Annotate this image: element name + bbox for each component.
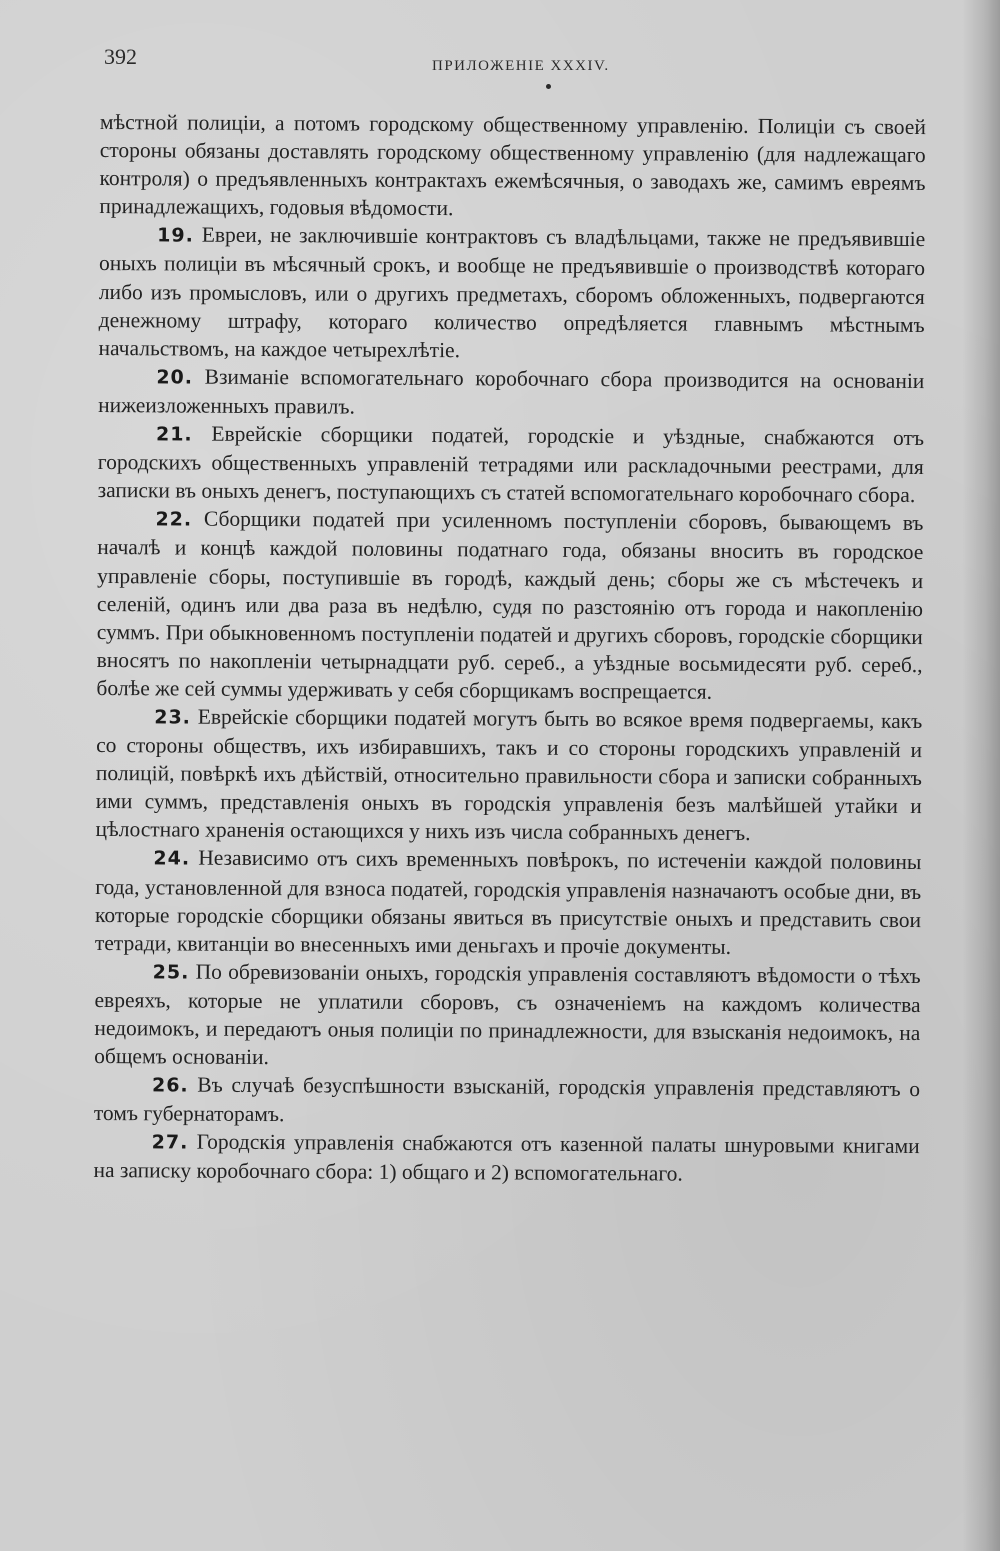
article-27: [93, 1127, 919, 1189]
article-text: Взиманіе вспомогательнаго коробочнаго сбора производится на основаніи нижеизложенныхъ правилъ.: [98, 364, 925, 419]
article-number: 27.: [151, 1131, 189, 1154]
article-text: Евреи, не заключившіе контрактовъ съ владѣльцами, также не предъявившіе оныхъ полиціи въ мѣсячный срокъ, и вообще не предъявившіе о производствѣ котораго либо изъ промысловъ, или о другихъ предметахъ, сборомъ обложенныхъ, подвергаются денежному штрафу, котораго количество опредѣляется главнымъ мѣстнымъ начальствомъ, на каждое четырехлѣтіе.: [98, 222, 926, 362]
article-number: 20.: [156, 366, 194, 389]
page-number: 392: [104, 44, 137, 69]
article-text: Еврейскіе сборщики податей могутъ быть во всякое время подвергаемы, какъ со стороны обществъ, ихъ избиравшихъ, такъ и со стороны городскихъ управленій и полицій, повѣркѣ ихъ дѣйствій, относительно правильности сбора и записки собранныхъ ими суммъ, представленія оныхъ въ городскія управленія безъ малѣйшей утайки и цѣлостнаго храненія остающихся у нихъ изъ числа собранныхъ денегъ.: [95, 704, 923, 846]
article-text: Независимо отъ сихъ временныхъ повѣрокъ, по истеченіи каждой половины года, установленной для взноса податей, городскія управленія назначаютъ особые дни, въ которые городскіе сборщики обязаны явиться въ присутствіе оныхъ и представить свои тетради, квитанціи во внесенныхъ ими деньгахъ и прочіе документы.: [94, 846, 922, 959]
article-22: [96, 504, 923, 707]
article-text: Еврейскіе сборщики податей, городскіе и уѣздные, снабжаются отъ городскихъ общественныхъ управленій тетрадями или раскладочными реестрами, для записки въ оныхъ денегъ, поступающихъ съ статей вспомогательнаго коробочнаго сбора.: [97, 421, 925, 508]
running-title: ПРИЛОЖЕНІЕ XXXIV.: [432, 58, 610, 74]
article-number: 25.: [152, 961, 190, 984]
article-24: [95, 843, 922, 961]
article-25: [94, 957, 921, 1075]
header-dot-ornament: [546, 84, 551, 89]
body-text: [93, 108, 926, 1190]
article-text: Городскія управленія снабжаются отъ казенной палаты шнуровыми книгами на записку коробочнаго сбора: 1) общаго и 2) вспомогательнаго.: [93, 1129, 920, 1187]
article-23: [96, 702, 923, 849]
article-26: [94, 1070, 920, 1132]
article-21: [98, 419, 925, 509]
paragraph-text: мѣстной полиціи, а потомъ городскому общественному управленію. Полиціи съ своей стороны обязаны доставлять городскому общественному управленію (для надлежащаго контроля) о предъявленныхъ контрактахъ ежемѣсячныя, о заводахъ же, самимъ евреямъ принадлежащихъ, годовыя вѣдомости.: [99, 109, 926, 221]
article-number: 24.: [153, 847, 191, 871]
article-text: По обревизованіи оныхъ, городскія управленія составляютъ вѣдомости о тѣхъ евреяхъ, которые не уплатили сборовъ, съ означеніемъ на каждомъ количества недоимокъ, и передаютъ оныя полиціи по принадлежности, для взысканія недоимокъ, на общемъ основаніи.: [94, 959, 921, 1070]
article-number: 19.: [157, 224, 194, 247]
article-number: 23.: [154, 706, 192, 729]
article-number: 26.: [151, 1074, 189, 1097]
page-edge-shadow: [962, 0, 1000, 1551]
article-text: Въ случаѣ безуспѣшности взысканій, городскія управленія представляютъ о томъ губернаторамъ.: [93, 1072, 921, 1127]
article-19: [98, 220, 925, 367]
article-text: Сборщики податей при усиленномъ поступленіи сборовъ, бывающемъ въ началѣ и концѣ каждой половины податнаго года, обязаны вносить въ городское управленіе сборы, поступившіе въ городѣ, каждый день; сборы же съ мѣстечекъ и селеній, одинъ или два раза въ недѣлю, судя по разстоянію отъ города и накопленію суммъ. При обыкновенномъ поступленіи податей и другихъ сборовъ, городскіе сборщики вносятъ по накопленіи четырнадцати руб. сереб., а уѣздные восьмидесяти руб. сереб., болѣе же сей суммы удерживать у себя сборщикамъ воспрещается.: [96, 506, 924, 704]
article-number: 21.: [155, 423, 193, 446]
article-number: 22.: [155, 508, 193, 531]
article-20: [98, 362, 924, 424]
paragraph-continuation: [99, 108, 926, 225]
